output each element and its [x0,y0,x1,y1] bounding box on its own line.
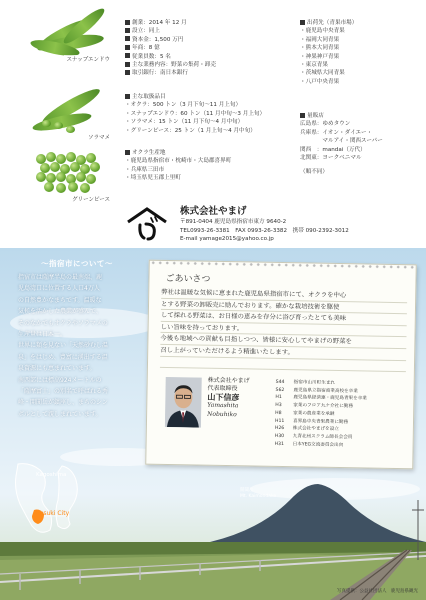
about-title: 〜指宿市について〜 [41,259,113,268]
retail-stores [300,112,383,177]
yamage-logo [126,205,168,241]
shipping-item: ・福岡大同青果 [300,36,340,43]
store-item: 関西 ：mandai（万代） [300,146,366,153]
greeting-line: 弊社は温暖な気候に恵まれた鹿児島県指宿市にて、オクラを中心 [161,287,407,303]
signature-block [207,377,250,420]
products-heading: 主な取扱品目 [132,94,166,100]
career-row: H26 株式会社やまげを設立 [274,426,339,433]
kaimon-label: 開聞岳 Mt. Kaimondake [240,488,277,499]
company-email[interactable]: E-mail yamage2015@yahoo.co.jp [180,236,274,243]
map-label-ibusuki: Ibusuki City [34,510,70,517]
info-row: 取引銀行：南日本銀行 [125,69,216,77]
sig-name: 山下信彦 [207,392,240,403]
greeting-letter [145,260,417,470]
career-row: H31 日本YEG交流委員会出向 [274,441,344,448]
map-label-kagoshima: Kagoshima [36,472,67,478]
store-item: 兵庫県：イオン・ダイエー・ [300,129,373,136]
shipping-item: ・東京青果 [300,62,328,69]
shipping-heading: 出荷先（青果市場） [307,20,358,26]
store-item: マルアイ・関西スーパー [300,138,383,145]
photo-credit: 写真提供：公益社団法人 鹿児島県観光 [337,589,418,594]
info-row: 設立：同上 [125,27,216,35]
green-peas-photo [28,148,114,204]
snap-pea-photo [28,8,114,64]
shipping-item: ・熊本大同青果 [300,45,340,52]
career-history [275,379,368,450]
career-row: H3 家業のフロア九ケ介社に勤務 [275,403,354,410]
info-row: 年商：8 億 [125,44,216,52]
career-row: H30 九青北州スクラム師長会会員 [274,433,353,441]
shipping-item: ・神果神戸青果 [300,53,340,60]
stores-heading: 量販店 [307,113,324,119]
photo-caption: ソラマメ [87,135,110,141]
greeting-line: して採れる野菜は、お日様の恵みを存分に浴び育ったとても美味 [161,310,407,326]
store-item: 北関東：ヨークベニマル [300,155,362,162]
company-info [125,19,216,78]
greeting-body [160,287,407,372]
career-row: S44 指宿市山川町生まれ [275,379,336,386]
sig-company: 株式会社やまげ [207,376,250,385]
shipping-item: ・八戸中央青果 [300,78,340,85]
career-row: S62 鹿児島県立指宿商業高校を卒業 [275,387,358,395]
shipping-item: ・茨城県大同青果 [300,70,345,77]
career-row: H11 喜界島中央青果農業に勤務 [274,418,349,425]
product-item: ・ソラマメ：15 トン（11 月下旬〜4 月中旬） [125,119,244,126]
info-row: 主な業務内容：野菜の集荷・卸売 [125,61,216,69]
company-address: 〒891-0404 鹿児島県指宿市東方 9640-2 [180,219,287,225]
sig-roman-2: Nobuhiko [207,410,237,418]
main-products [125,93,265,135]
photo-caption: スナップエンドウ [66,57,110,63]
info-row: 従業員数：5 名 [125,53,216,61]
company-name: 株式会社やまげ [180,206,247,217]
production-areas [125,149,231,183]
career-row: H8 家業の農産業を承継 [275,410,335,417]
shipping-item: ・鹿児島中央青果 [300,28,345,35]
greeting-line: 今後も地域への貢献も目指しつつ、皆様に安心してやまげの野菜を [160,333,406,349]
about-body: 指宿市は薩摩半島の最南端、鹿 児島湾口に位置する人口4万人 の自然豊かなまちです。温暖な 気候を活かした農業が盛んで、 そのなかでもオクラやソラマメの 生産量は日本一。 世界に類を見ない「天然砂むし温 泉」をはじめ、豊富に湧出する温 泉資源にも恵まれています。 南西部には標高924メートルの 「薩摩富士」の別名で呼ばれる秀 峰・開聞岳が鎮座し、まちのシン ボルとして親しまれています。 [18,274,109,418]
kagoshima-map [10,460,130,540]
greeting-title: ごあいさつ [165,273,211,285]
area-item: ・埼玉県児玉郡上里町 [125,175,181,182]
area-item: ・鹿児島県指宿市・枕崎市・大島郡喜界町 [125,158,232,165]
product-item: ・オクラ：500 トン（3 月下旬〜11 月上旬） [125,102,242,109]
company-phone: TEL0993-26-3381 FAX 0993-26-3382 携帯 090-2392-3012 [180,227,349,234]
company-contact [180,218,349,244]
areas-heading: オクラ生産地 [132,150,166,156]
greeting-line: とする野菜の卸販売に励んでおります。確かな栽培技術を駆使 [161,298,407,314]
greeting-line: しい旨味を持っております。 [161,322,407,338]
store-item: 広島県：ゆめタウン [300,121,351,128]
stores-note: （順不同） [300,169,328,176]
sig-role: 代表取締役 [207,385,238,393]
greeting-line: 召し上がっていただけるよう精進いたします。 [160,345,406,361]
product-item: ・スナップエンドウ：60 トン（11 月中旬〜3 月上旬） [125,110,266,117]
ceo-portrait [165,377,202,428]
product-item: ・グリーンピース：25 トン（1 月上旬〜4 月中旬） [125,127,256,134]
photo-caption: グリーンピース [72,197,110,203]
info-row: 創業：2014 年 12 月 [125,19,216,27]
info-row: 資本金：1,500 万円 [125,36,216,44]
sig-roman-1: Yamashita [207,401,239,410]
career-row: H1 鹿児島県経済連・鹿児島青果を卒業 [275,395,367,402]
shipping-destinations [300,19,357,86]
area-item: ・兵庫県三田市 [125,166,165,173]
broad-bean-photo [28,86,114,142]
